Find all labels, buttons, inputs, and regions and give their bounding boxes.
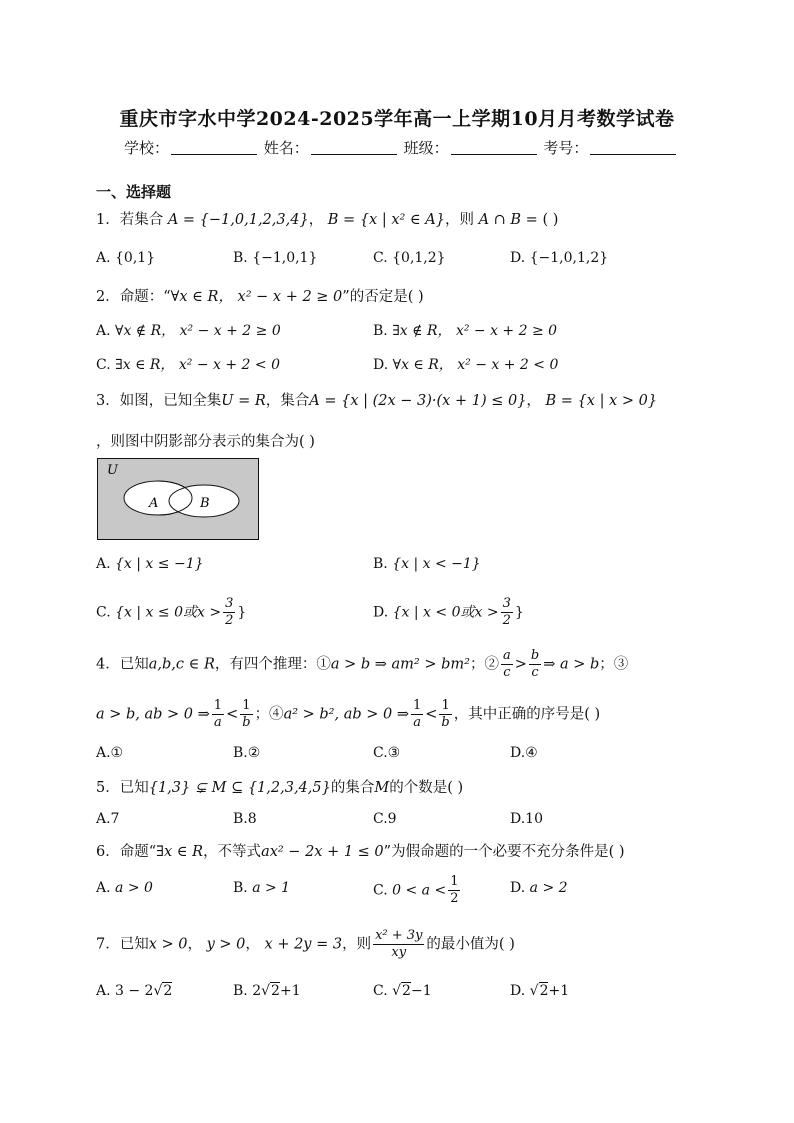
- q7-option-c: C. √2−1: [373, 983, 432, 999]
- q4-option-b: B.②: [233, 745, 261, 761]
- student-info-row: [124, 137, 678, 158]
- q5-option-c: C.9: [373, 811, 397, 827]
- q3-set-b: B = {x | x > 0}: [545, 393, 658, 409]
- question-6: 6．命题“∃x ∈ R，不等式ax² − 2x + 1 ≤ 0”为假命题的一个必要不充分条件是( ): [96, 844, 625, 860]
- q2-option-a: A. ∀x ∉ R， x² − x + 2 ≥ 0: [96, 323, 281, 339]
- venn-label-b: B: [200, 496, 210, 511]
- question-3-cont: ，则图中阴影部分表示的集合为( ): [96, 434, 315, 450]
- q5-option-b: B.8: [233, 811, 257, 827]
- exam-title: 重庆市字水中学2024-2025学年高一上学期10月月考数学试卷: [119, 108, 675, 130]
- q6-option-d: D. a > 2: [510, 880, 568, 896]
- school-label: 学校：: [124, 139, 170, 157]
- q1-option-d: D. {−1,0,1,2}: [510, 250, 609, 266]
- q1-option-c: C. {0,1,2}: [373, 250, 446, 266]
- question-7: 7．已知x > 0， y > 0， x + 2y = 3，则 $\frac{\text{x² + 3y}}{xy}$ 的最小值为( ): [96, 928, 515, 960]
- question-1: 1．若集合 A = {−1,0,1,2,3,4}， B = {x | x² ∈ A}，则 A ∩ B = ( ): [96, 212, 559, 228]
- q1-option-a: A. {0,1}: [96, 250, 156, 266]
- section-title: 一、选择题: [96, 183, 172, 201]
- name-blank: [311, 140, 397, 155]
- q3-option-d: D. {x | x < 0或x > $\frac{3}{2}$ }: [373, 596, 524, 628]
- exam-number-blank: [590, 140, 676, 155]
- q3-universe: U = R: [221, 393, 266, 409]
- venn-diagram: [97, 458, 259, 540]
- exam-number-label: 考号：: [543, 139, 589, 157]
- question-2: 2．命题：“∀x ∈ R， x² − x + 2 ≥ 0”的否定是( ): [96, 289, 424, 305]
- q1-option-b: B. {−1,0,1}: [233, 250, 318, 266]
- q3-set-a: A = {x | (2x − 3)·(x + 1) ≤ 0}: [309, 393, 527, 409]
- q2-option-b: B. ∃x ∉ R， x² − x + 2 ≥ 0: [373, 323, 558, 339]
- q2-expr: ∀x ∈ R， x² − x + 2 ≥ 0: [170, 289, 343, 305]
- q7-option-b: B. 2√2+1: [233, 983, 301, 999]
- q3-option-a: A. {x | x ≤ −1}: [96, 556, 204, 572]
- venn-label-a: A: [149, 496, 159, 511]
- question-4-cont: a > b, ab > 0 ⇒ $\frac{1}{a}$ < $\frac{1}{b}$ ；④a² > b², ab > 0 ⇒ $\frac{1}{a}$ < $\frac{1}{b}$ ，其中正确的序号是( ): [96, 698, 601, 730]
- q4-option-d: D.④: [510, 745, 538, 761]
- q6-option-a: A. a > 0: [96, 880, 153, 896]
- q7-option-d: D. √2+1: [510, 983, 570, 999]
- q1-set-b: B = {x | x² ∈ A}: [327, 212, 445, 228]
- question-5: 5．已知{1,3} ⊊ M ⊆ {1,2,3,4,5}的集合M的个数是( ): [96, 780, 464, 796]
- school-blank: [171, 140, 257, 155]
- q3-option-c: C. {x | x ≤ 0或x > $\frac{3}{2}$ }: [96, 596, 247, 628]
- q2-option-c: C. ∃x ∈ R， x² − x + 2 < 0: [96, 357, 280, 373]
- q1-expr: A ∩ B =: [478, 212, 538, 228]
- q4-option-a: A.①: [96, 745, 124, 761]
- q1-set-a: A = {−1,0,1,2,3,4}: [167, 212, 309, 228]
- q5-option-d: D.10: [510, 811, 543, 827]
- venn-label-u: U: [107, 463, 118, 478]
- class-blank: [451, 140, 537, 155]
- q4-option-c: C.③: [373, 745, 401, 761]
- q2-option-d: D. ∀x ∈ R， x² − x + 2 < 0: [373, 357, 559, 373]
- question-3: 3．如图，已知全集U = R，集合A = {x | (2x − 3)·(x + 1) ≤ 0}， B = {x | x > 0}: [96, 393, 658, 409]
- q3-option-b: B. {x | x < −1}: [373, 556, 481, 572]
- q5-option-a: A.7: [96, 811, 120, 827]
- q6-option-b: B. a > 1: [233, 880, 291, 896]
- name-label: 姓名：: [263, 139, 309, 157]
- class-label: 班级：: [403, 139, 449, 157]
- question-4: 4．已知a,b,c ∈ R，有四个推理：①a > b ⇒ am² > bm²；② $\frac{a}{c}$ > $\frac{b}{c}$ ⇒ a > b；③: [96, 648, 629, 680]
- q7-option-a: A. 3 − 2√2: [96, 983, 173, 999]
- q6-option-c: C. 0 < a < $\frac{1}{2}$: [373, 874, 459, 906]
